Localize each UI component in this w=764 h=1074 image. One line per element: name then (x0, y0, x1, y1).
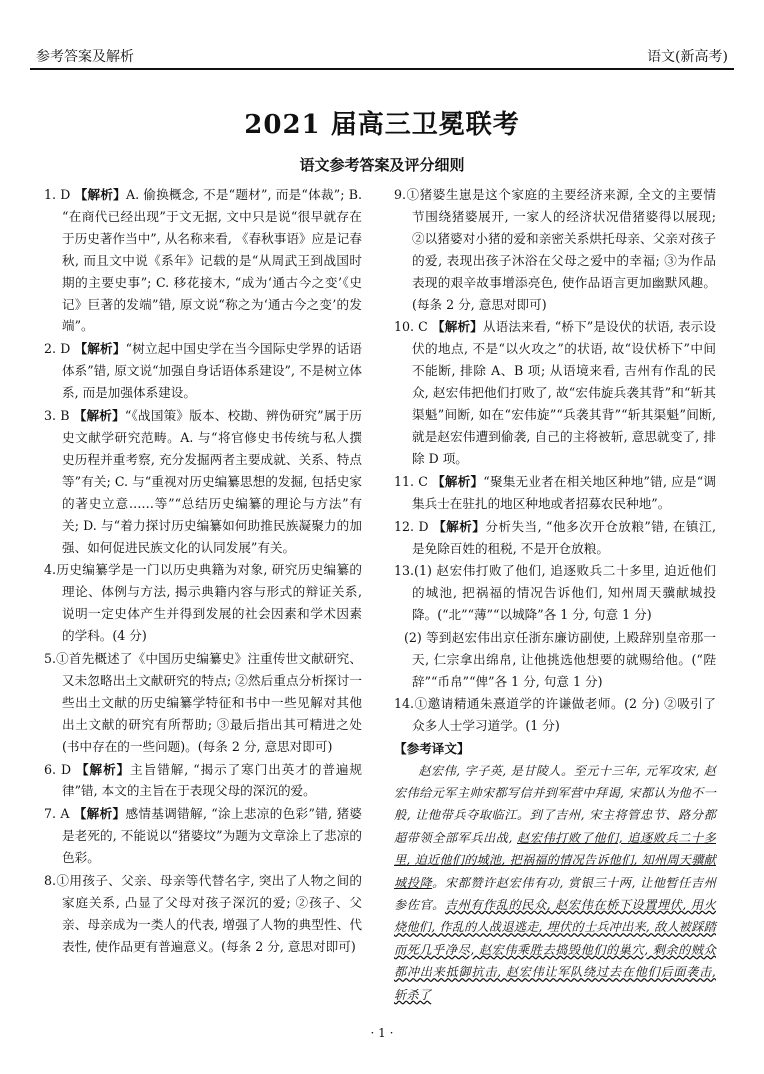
translation-text: 赵宏伟, 字子英, 是甘陵人。至元十三年, 元军攻宋, 赵宏伟给元军主帅宋都写信并到军营中拜谒, 宋都认为他不一般, 让他带兵夺取临江。到了吉州, 宋主将管忠节、路分都超带领全部军兵出战, 赵宏伟打败了他们, 追逐败兵二十多里, 迫近他们的城池, 把祸福的情况告诉他们, 知州周天骥献城投降。宋都赞许赵宏伟有功, 赏银三十两, 让他暂任吉州参佐官。吉州有作乱的民众, 赵宏伟在桥下设置埋伏, 用火烧他们, 作乱的人战退逃走, 埋伏的士兵冲出来, 敌人被踩踏而死几乎净尽, 赵宏伟乘胜去捣毁他们的巢穴, 剩余的贼众都冲出来抵御抗击, 赵宏伟让军队绕过去在他们后面袭击, 斩杀了 (394, 763, 717, 1002)
answer-item: 8.①用孩子、父亲、母亲等代替名字, 突出了人物之间的家庭关系, 凸显了父母对孩子深沉的爱; ②孩子、父亲、母亲成为一类人的代表, 增强了人物的典型性、代表性, 使作品更有普遍意义。(每条 2 分, 意思对即可) (44, 873, 362, 954)
answer-item: 2. D 【解析】“树立起中国史学在当今国际史学界的话语体系”错, 原文说“加强自身话语体系建设”, 不是树立体系, 而是加强体系建设。 (44, 341, 362, 401)
header-left: 参考答案及解析 (36, 49, 134, 65)
answer-item: 9.①猪婆生崽是这个家庭的主要经济来源, 全文的主要情节围绕猪婆展开, 一家人的经济状况借猪婆得以展现; ②以猪婆对小猪的爱和亲密关系烘托母亲、父亲对孩子的爱, 表现出孩子沐浴在父母之爱中的幸福; ③为作品表现的艰辛故事增添亮色, 使作品语言更加幽默风趣。(每条 2 分, 意思对即可) (394, 187, 716, 312)
answer-item: 3. B 【解析】“《战国策》版本、校勘、辨伪研究”属于历史文献学研究范畴。A. 与“将官修史书传统与私人撰史历程并重考察, 充分发掘两者主要成就、关系、特点等”有关; C. 与“重视对历史编纂思想的发掘, 包括史家的著史立意……等”“总结历史编纂的理论与方法”有关; D. 与“着力探讨历史编纂如何助推民族凝聚力的加强、如何促进民族文化的认同发展”有关。 (44, 408, 363, 555)
page-title: 2021 届高三卫冕联考 (244, 110, 520, 140)
answer-item: 7. A 【解析】感情基调错解, “涂上悲凉的色彩”错, 猪婆是老死的, 不能说以“猪婆坟”为题为文章涂上了悲凉的色彩。 (44, 806, 362, 866)
answer-item: 13.(1) 赵宏伟打败了他们, 追逐败兵二十多里, 迫近他们的城池, 把祸福的情况告诉他们, 知州周天骥献城投降。(“北”“薄”“以城降”各 1 分, 句意 1 分) (394, 563, 716, 623)
answer-item: 10. C 【解析】从语法来看, “桥下”是设伏的状语, 表示设伏的地点, 不是“以火攻之”的状语, 故“设伏桥下”中间不能断, 排除 A、B 项; 从语境来看, 吉州有作乱的民众, 赵宏伟把他们打败了, 故“宏伟旋兵袭其背”和“斩其渠魁”间断, 如在“宏伟旋”“兵袭其背”“斩其渠魁”间断, 就是赵宏伟遭到偷袭, 自己的主将被斩, 意思就变了, 排除 D 项。 (394, 319, 717, 466)
underlined-passage: 赵宏伟打败了他们, 追逐败兵二十多里, 迫近他们的城池, 把祸福的情况告诉他们, 知州周天骥献城投降 (394, 830, 716, 890)
answer-item: 4.历史编纂学是一门以历史典籍为对象, 研究历史编纂的理论、体例与方法, 揭示典籍内容与形式的辩证关系, 说明一定史体产生并得到发展的社会因素和学术因素的学科。(4 分) (44, 562, 362, 644)
page-number: · 1 · (370, 1026, 394, 1040)
answer-item: 11. C 【解析】“聚集无业者在相关地区种地”错, 应是“调集兵士在驻扎的地区种地或者招募农民种地”。 (394, 473, 717, 511)
answer-item: 1. D 【解析】A. 偷换概念, 不是“题材”, 而是“体裁”; B. “在商代已经出现”于文无据, 文中只是说“很早就存在于历史著作当中”, 从名称来看, 《春秋事语》应是记春秋, 而且文中说《系年》记载的是“从周武王到战国时期的主要史事”; C. 移花接木, “成为‘通古今之变’《史记》巨著的发端”错, 原文说“称之为‘通古今之变’的发端”。 (44, 187, 363, 334)
answer-item: 12. D 【解析】分析失当, “他多次开仓放粮”错, 在镇江, 是免除百姓的租税, 不是开仓放粮。 (394, 518, 717, 556)
translation-heading: 【参考译文】 (394, 740, 470, 756)
wavy-underlined-passage: 吉州有作乱的民众, 赵宏伟在桥下设置埋伏, 用火烧他们, 作乱的人战退逃走, 埋伏的士兵冲出来, 敌人被踩踏而死几乎净尽, 赵宏伟乘胜去捣毁他们的巢穴, 剩余的贼众都冲出来抵御抗击, 赵宏伟让军队绕过去在他们后面袭击, 斩杀了 (394, 898, 717, 1002)
answer-subitem: (2) 等到赵宏伟出京任浙东廉访副使, 上殿辞别皇帝那一天, 仁宗拿出绵帛, 让他挑选他想要的就赐给他。(“陛辞”“币帛”“俾”各 1 分, 句意 1 分) (404, 630, 716, 689)
header-right: 语文(新高考) (647, 49, 728, 65)
page-header (30, 44, 734, 70)
page-subtitle: 语文参考答案及评分细则 (299, 156, 465, 174)
right-column (394, 184, 716, 1006)
answer-item: 5.①首先概述了《中国历史编纂史》注重传世文献研究、又未忽略出土文献研究的特点; ②然后重点分析探讨一些出土文献的历史编纂学特征和书中一些见解对其他出土文献的研究有所帮助; ③最后指出其可精进之处(书中存在的一些问题)。(每条 2 分, 意思对即可) (44, 651, 362, 754)
answer-item: 6. D 【解析】主旨错解, “揭示了寒门出英才的普遍规律”错, 本文的主旨在于表现父母的深沉的爱。 (44, 761, 362, 799)
answer-item: 14.①邀请精通朱熹道学的许谦做老师。(2 分) ②吸引了众多人士学习道学。(1 分) (394, 695, 716, 733)
left-column (44, 184, 362, 959)
